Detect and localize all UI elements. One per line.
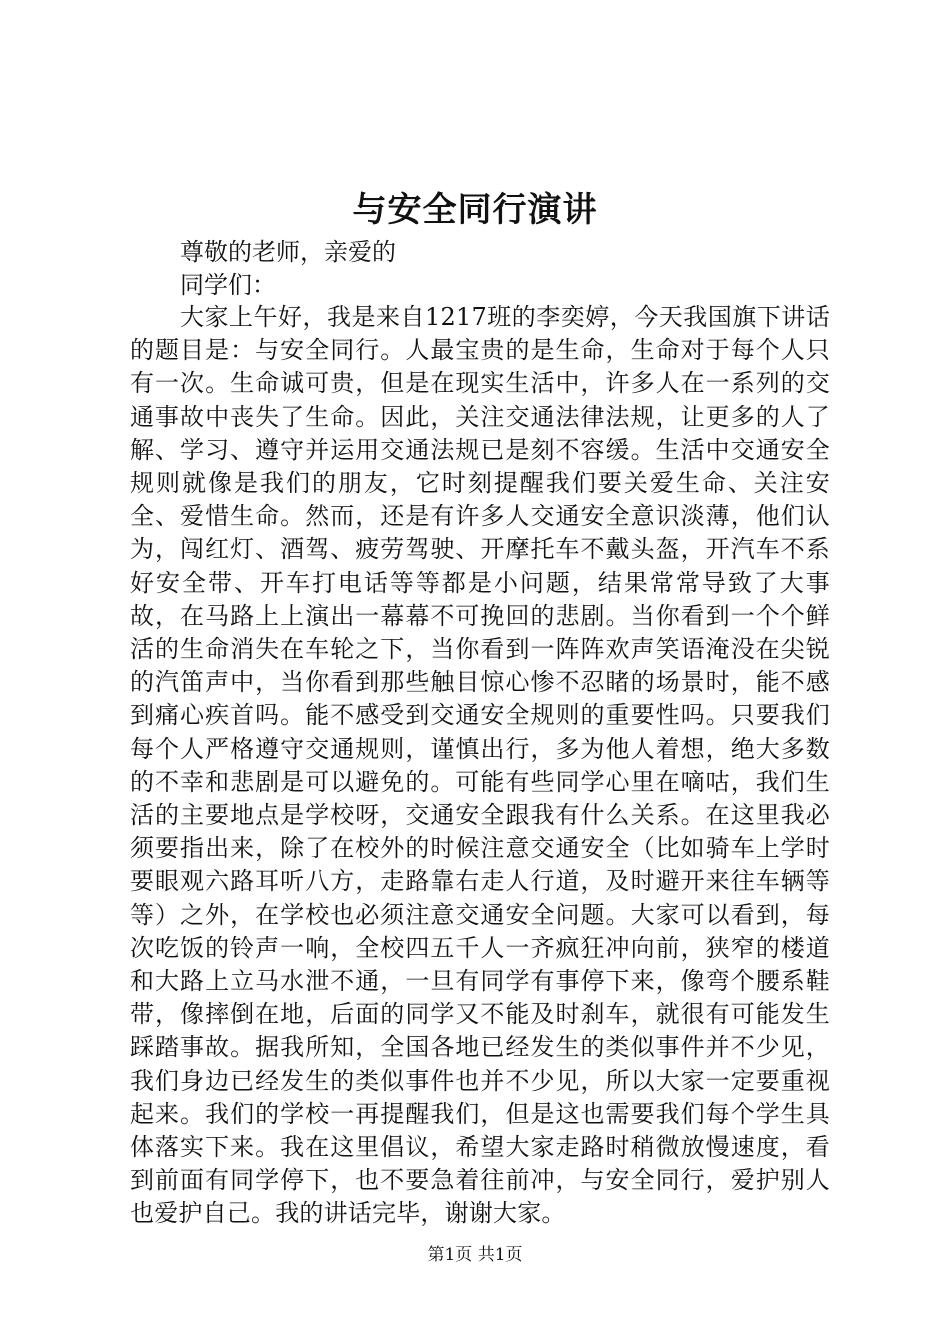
speech-body: 大家上午好，我是来自1217班的李奕婷，今天我国旗下讲话的题目是：与安全同行。人最宝贵的是生命，生命对于每个人只有一次。生命诚可贵，但是在现实生活中，许多人在一系列的交通事故中丧失了生命。因此，关注交通法律法规，让更多的人了解、学习、遵守并运用交通法规已是刻不容缓。生活中交通安全规则就像是我们的朋友，它时刻提醒我们要关爱生命、关注安全、爱惜生命。然而，还是有许多人交通安全意识淡薄，他们认为，闯红灯、酒驾、疲劳驾驶、开摩托车不戴头盔，开汽车不系好安全带、开车打电话等等都是小问题，结果常常导致了大事故，在马路上上演出一幕幕不可挽回的悲剧。当你看到一个个鲜活的生命消失在车轮之下，当你看到一阵阵欢声笑语淹没在尖锐的汽笛声中，当你看到那些触目惊心惨不忍睹的场景时，能不感到痛心疾首吗。能不感受到交通安全规则的重要性吗。只要我们每个人严格遵守交通规则，谨慎出行，多为他人着想，绝大多数的不幸和悲剧是可以避免的。可能有些同学心里在嘀咕，我们生活的主要地点是学校呀，交通安全跟我有什么关系。在这里我必须要指出来，除了在校外的时候注意交通安全（比如骑车上学时要眼观六路耳听八方，走路靠右走人行道，及时避开来往车辆等等）之外，在学校也必须注意交通安全问题。大家可以看到，每次吃饭的铃声一响，全校四五千人一齐疯狂冲向前，狭窄的楼道和大路上立马水泄不通，一旦有同学有事停下来，像弯个腰系鞋带，像摔倒在地，后面的同学又不能及时刹车，就很有可能发生踩踏事故。据我所知，全国各地已经发生的类似事件并不少见，我们身边已经发生的类似事件也并不少见，所以大家一定要重视起来。我们的学校一再提醒我们，但是这也需要我们每个学生具体落实下来。我在这里倡议，希望大家走路时稍微放慢速度，看到前面有同学停下，也不要急着往前冲，与安全同行，爱护别人也爱护自己。我的讲话完毕，谢谢大家。 <box>130 303 830 1228</box>
page-footer: 第1页 共1页 <box>427 1245 523 1265</box>
document-title: 与安全同行演讲 <box>352 190 598 230</box>
greeting-line-1: 尊敬的老师，亲爱的 <box>180 238 396 266</box>
greeting-line-2: 同学们： <box>180 271 276 299</box>
